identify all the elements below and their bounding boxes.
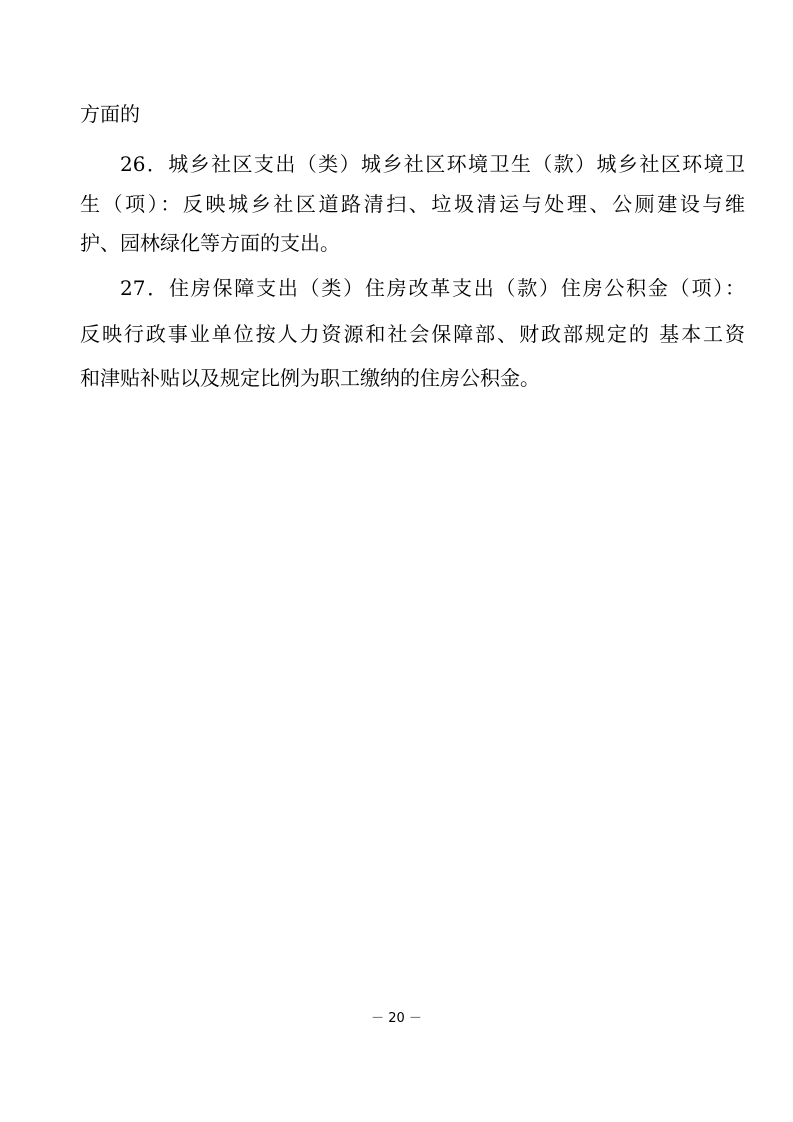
text-line: 方面的 — [80, 102, 140, 126]
page-number: － 20 － — [371, 1011, 422, 1026]
text-line: 27．住房保障支出（类）住房改革支出（款）住房公积金（项）： — [120, 276, 745, 300]
text-line: 反映行政事业单位按人力资源和社会保障部、财政部规定的 基本工资 — [80, 322, 745, 346]
text-line: 护、园林绿化等方面的支出。 — [80, 231, 340, 255]
text-line: 和津贴补贴以及规定比例为职工缴纳的住房公积金。 — [80, 366, 540, 390]
text-line: 26．城乡社区支出（类）城乡社区环境卫生（款）城乡社区环境卫 — [120, 152, 745, 176]
text-line: 生（项）：反映城乡社区道路清扫、垃圾清运与处理、公厕建设与维 — [80, 192, 745, 216]
